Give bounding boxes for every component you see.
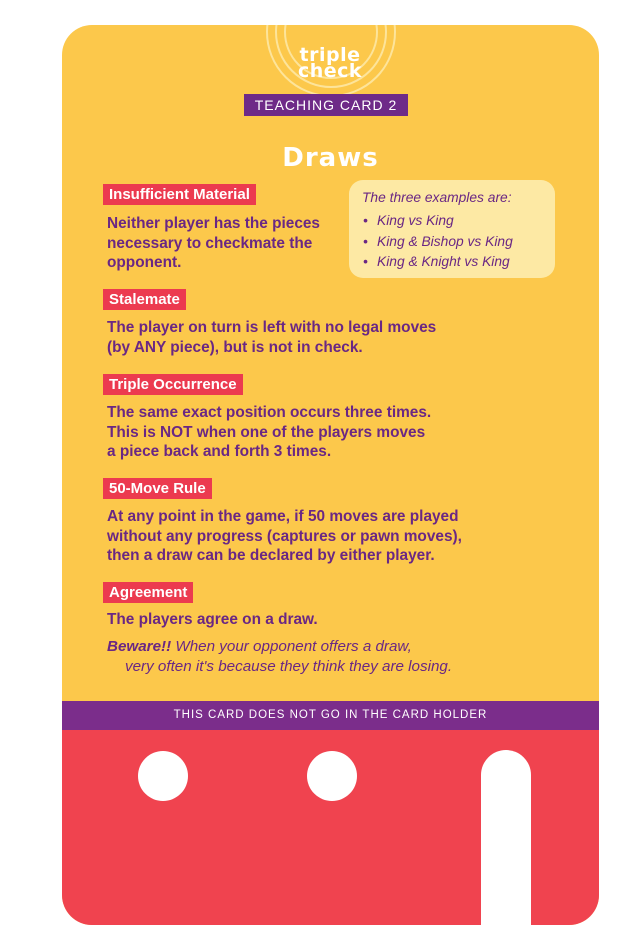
text-line: (by ANY piece), but is not in check. [107, 338, 363, 356]
text-line: a piece back and forth 3 times. [107, 443, 332, 460]
bullet-icon: • [363, 213, 368, 228]
example-text: King & Bishop vs King [377, 233, 513, 249]
section-label-triple-occurrence: Triple Occurrence [103, 374, 243, 395]
section-text-insufficient-material [107, 214, 320, 273]
text-line: At any point in the game, if 50 moves are played [107, 508, 459, 525]
card-slot [481, 750, 531, 925]
text-line: The same exact position occurs three times. [107, 404, 432, 421]
beware-lead: Beware!! [107, 638, 172, 655]
examples-callout [349, 180, 555, 278]
punch-hole-center [307, 751, 357, 801]
punch-hole-left [138, 751, 188, 801]
list-item [363, 211, 513, 232]
section-label-50-move-rule: 50-Move Rule [103, 478, 212, 499]
triple-check-logo [280, 44, 380, 82]
beware-note [107, 637, 452, 677]
page-title: Draws [282, 143, 379, 173]
bullet-icon: • [363, 254, 368, 269]
logo-line-1: triple [299, 44, 361, 66]
text-line: opponent. [107, 254, 182, 271]
beware-line-2: very often it's because they think they are losing. [125, 658, 453, 675]
section-label-agreement: Agreement [103, 582, 193, 603]
examples-intro: The three examples are: [362, 190, 512, 205]
section-text-triple-occurrence [107, 403, 431, 462]
teaching-card [62, 25, 599, 925]
footer-bar: THIS CARD DOES NOT GO IN THE CARD HOLDER [62, 701, 599, 730]
text-line: without any progress (captures or pawn moves), [107, 527, 462, 545]
logo-line-2: check [297, 60, 363, 82]
section-label-stalemate: Stalemate [103, 289, 186, 310]
list-item [363, 252, 513, 273]
teaching-card-badge: TEACHING CARD 2 [244, 94, 408, 116]
list-item [363, 232, 513, 253]
beware-line-1: When your opponent offers a draw, [175, 638, 412, 655]
text-line: The players agree on a draw. [107, 611, 318, 628]
bullet-icon: • [363, 233, 368, 249]
example-text: King vs King [377, 213, 454, 228]
text-line: Neither player has the pieces [107, 215, 320, 232]
section-text-stalemate [107, 318, 436, 357]
text-line: The player on turn is left with no legal moves [107, 319, 437, 336]
text-line: necessary to checkmate the [107, 234, 313, 252]
section-text-50-move-rule [107, 507, 462, 566]
text-line: This is NOT when one of the players moves [107, 423, 426, 441]
section-text-agreement [107, 610, 318, 630]
example-text: King & Knight vs King [377, 254, 510, 269]
section-label-insufficient-material: Insufficient Material [103, 184, 256, 205]
examples-list [363, 211, 513, 273]
text-line: then a draw can be declared by either player. [107, 547, 435, 564]
